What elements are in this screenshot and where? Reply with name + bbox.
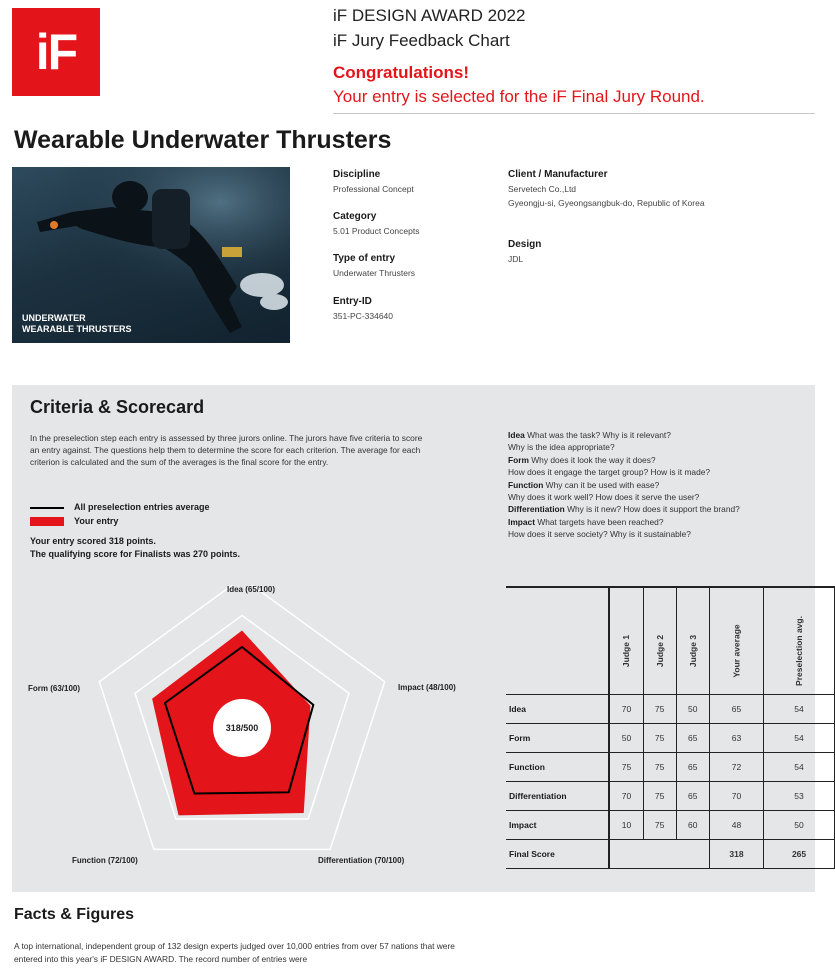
cell: 75 [643,753,676,782]
header-judge3-label: Judge 3 [687,634,698,668]
header-preselection-avg [764,587,835,695]
row-label: Idea [506,695,609,724]
question-line [508,516,808,528]
row-label: Form [506,724,609,753]
final-score-label: Final Score [506,840,609,869]
table-final-row [506,840,835,869]
if-logo [12,8,100,96]
cell: 75 [609,753,643,782]
cell: 50 [609,724,643,753]
axis-label-differentiation: Differentiation (70/100) [318,856,405,865]
category-value: 5.01 Product Concepts [333,226,420,236]
question-line [508,441,808,453]
question-term: Idea [508,430,525,440]
score-table [506,586,835,869]
question-line [508,528,808,540]
cell: 63 [709,724,763,753]
criteria-questions [508,429,808,541]
cell: 72 [709,753,763,782]
question-line [508,503,808,515]
axis-label-impact: Impact (48/100) [398,683,456,692]
cell: 65 [709,695,763,724]
table-row [506,782,835,811]
table-row [506,753,835,782]
row-label: Function [506,753,609,782]
axis-label-function: Function (72/100) [72,856,138,865]
client-address: Gyeongju-si, Gyeongsangbuk-do, Republic of Korea [508,198,705,208]
type-label: Type of entry [333,253,396,264]
header-your-average [709,587,763,695]
final-your-score: 318 [709,840,763,869]
cell: 75 [643,782,676,811]
cell: 75 [643,811,676,840]
question-text: What was the task? Why is it relevant? [524,430,671,440]
question-text: Why can it be used with ease? [543,479,660,490]
entry-id-value: 351-PC-334640 [333,311,394,321]
entry-id-label: Entry-ID [333,296,372,307]
design-value: JDL [508,254,524,264]
facts-title: Facts & Figures [14,906,135,923]
row-label: Impact [506,811,609,840]
header-judge2 [643,587,676,695]
discipline-label: Discipline [333,169,381,180]
question-line [508,479,808,491]
table-corner [506,587,609,695]
axis-label-form: Form (63/100) [28,684,81,693]
question-line [508,454,808,466]
cell: 65 [676,753,709,782]
cell: 54 [764,695,835,724]
table-row [506,811,835,840]
cell: 70 [609,782,643,811]
legend-avg-swatch [30,507,64,509]
photo-caption-line1: UNDERWATER [22,313,86,323]
header-judge1-label: Judge 1 [621,634,632,668]
radar-chart [12,585,482,880]
cell: 48 [709,811,763,840]
final-preselection-score: 265 [764,840,835,869]
entry-photo [12,167,290,343]
legend-entry-label: Your entry [74,516,119,526]
congrats-title: Congratulations! [333,63,469,82]
question-text: What targets have been reached? [535,516,664,527]
cell: 60 [676,811,709,840]
design-label: Design [508,239,542,250]
header-judge3 [676,587,709,695]
header-judge2-label: Judge 2 [654,634,665,668]
question-term: Form [508,454,529,465]
qualifying-score-text: The qualifying score for Finalists was 270 points. [30,549,241,559]
final-spacer [609,840,709,869]
award-title: iF DESIGN AWARD 2022 [333,6,526,25]
question-text: Why does it work well? How does it serve the user? [508,492,700,503]
header-preselection-avg-label: Preselection avg. [794,616,805,686]
discipline-value: Professional Concept [333,184,414,194]
cell: 54 [764,724,835,753]
cell: 54 [764,753,835,782]
type-value: Underwater Thrusters [333,268,416,278]
facts-text: A top international, independent group of 132 design experts judged over 10,000 entries from over 57 nations that were entered into this year's iF DESIGN AWARD. The record number of entries were [14,941,455,964]
scorecard-intro: In the preselection step each entry is assessed by three jurors online. The jurors have five criteria to score an entry against. The questions help them to determine the score for each criterion. The average for each criterion is calculated and the sum of the averages is the final score for the entry. [30,433,423,467]
row-label: Differentiation [506,782,609,811]
question-text: Why does it look the way it does? [528,454,656,465]
question-term: Differentiation [508,504,565,515]
photo-caption-line2: WEARABLE THRUSTERS [22,324,132,334]
table-row [506,724,835,753]
cell: 75 [643,695,676,724]
question-term: Function [508,479,544,490]
header-judge1 [609,587,643,695]
cell: 65 [676,782,709,811]
table-row [506,695,835,724]
question-text: Why is it new? How does it support the brand? [564,504,740,515]
question-term: Impact [508,516,535,527]
congrats-message: Your entry is selected for the iF Final Jury Round. [333,87,705,106]
photo-caption [22,313,132,335]
cell: 65 [676,724,709,753]
legend-avg-label: All preselection entries average [74,502,210,512]
question-text: Why is the idea appropriate? [508,442,615,453]
radar-center-label: 318/500 [225,723,259,733]
cell: 70 [709,782,763,811]
cell: 50 [676,695,709,724]
legend-entry-swatch [30,517,64,526]
header-divider [333,113,815,114]
entry-title: Wearable Underwater Thrusters [14,126,392,154]
cell: 50 [764,811,835,840]
cell: 53 [764,782,835,811]
logo-text: iF [35,24,77,80]
scorecard-title: Criteria & Scorecard [30,397,205,417]
entry-score-text: Your entry scored 318 points. [30,536,156,546]
question-line [508,491,808,503]
axis-label-idea: Idea (65/100) [227,585,276,594]
client-label: Client / Manufacturer [508,169,608,180]
table-header-row [506,587,835,695]
cell: 70 [609,695,643,724]
cell: 75 [643,724,676,753]
category-label: Category [333,211,377,222]
question-text: How does it engage the target group? How is it made? [508,467,711,478]
header-your-average-label: Your average [731,624,742,678]
question-text: How does it serve society? Why is it sustainable? [508,529,691,540]
client-value: Servetech Co.,Ltd [508,184,577,194]
question-line [508,429,808,441]
chart-title: iF Jury Feedback Chart [333,31,510,50]
cell: 10 [609,811,643,840]
question-line [508,466,808,478]
